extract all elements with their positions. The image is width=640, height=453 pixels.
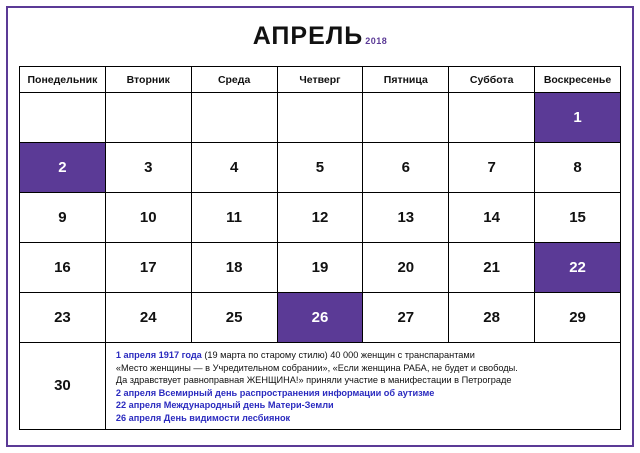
day-cell[interactable]: 4	[191, 143, 277, 193]
note-accent: 22 апреля	[115, 400, 162, 411]
day-cell[interactable]: 13	[363, 193, 449, 243]
weekday-header-wednesday: Среда	[191, 67, 277, 93]
day-cell-highlighted[interactable]: 1	[535, 93, 621, 143]
day-cell[interactable]: 16	[20, 243, 106, 293]
weekday-header-monday: Понедельник	[20, 67, 106, 93]
day-cell-highlighted[interactable]: 22	[535, 243, 621, 293]
day-cell[interactable]: 28	[449, 293, 535, 343]
calendar-week-row	[20, 193, 621, 243]
day-cell[interactable]	[363, 93, 449, 143]
month-title: АПРЕЛЬ	[252, 22, 364, 50]
day-cell[interactable]: 3	[105, 143, 191, 193]
day-cell[interactable]: 25	[191, 293, 277, 343]
note-line	[116, 374, 612, 387]
day-cell[interactable]	[191, 93, 277, 143]
calendar-week-row	[20, 93, 621, 143]
calendar-week-row	[20, 243, 621, 293]
note-text: Да здравствует равноправная ЖЕНЩИНА!» приняли участие в манифестации в Петрограде	[115, 375, 512, 386]
day-cell[interactable]: 5	[277, 143, 363, 193]
weekday-header-saturday: Суббота	[449, 67, 535, 93]
day-cell[interactable]: 30	[20, 343, 106, 430]
calendar-table	[19, 66, 621, 430]
note-text: День видимости лесбиянок	[161, 412, 291, 423]
calendar-week-row	[20, 293, 621, 343]
day-cell[interactable]: 24	[105, 293, 191, 343]
note-text: Международный день Матери-Земли	[161, 400, 334, 411]
note-line	[116, 399, 612, 412]
day-cell[interactable]: 6	[363, 143, 449, 193]
day-cell-highlighted[interactable]: 26	[277, 293, 363, 343]
day-cell[interactable]: 15	[535, 193, 621, 243]
note-text: «Место женщины — в Учредительном собрании», «Если женщина РАБА, не будет и свободы.	[115, 362, 518, 373]
day-cell[interactable]: 10	[105, 193, 191, 243]
weekday-header-row	[20, 67, 621, 93]
day-cell[interactable]: 11	[191, 193, 277, 243]
note-accent: 2 апреля	[115, 387, 157, 398]
note-text: Всемирный день распространения информации об аутизме	[156, 387, 435, 398]
day-cell[interactable]	[105, 93, 191, 143]
day-cell[interactable]: 7	[449, 143, 535, 193]
day-cell[interactable]: 27	[363, 293, 449, 343]
day-cell[interactable]: 23	[20, 293, 106, 343]
day-cell[interactable]: 29	[535, 293, 621, 343]
note-accent: 1 апреля 1917 года	[115, 350, 202, 360]
day-cell-highlighted[interactable]: 2	[20, 143, 106, 193]
note-line	[116, 412, 612, 425]
day-cell[interactable]: 17	[105, 243, 191, 293]
note-text: (19 марта по старому стилю) 40 000 женщин с транспарантами	[201, 350, 475, 360]
day-cell[interactable]: 8	[535, 143, 621, 193]
weekday-header-thursday: Четверг	[277, 67, 363, 93]
day-cell[interactable]: 18	[191, 243, 277, 293]
note-line	[116, 349, 612, 362]
weekday-header-tuesday: Вторник	[105, 67, 191, 93]
day-cell[interactable]	[20, 93, 106, 143]
note-line	[116, 362, 612, 375]
note-line	[116, 387, 612, 400]
weekday-header-sunday: Воскресенье	[535, 67, 621, 93]
day-cell[interactable]: 20	[363, 243, 449, 293]
day-cell[interactable]: 21	[449, 243, 535, 293]
calendar-week-row	[20, 143, 621, 193]
notes-cell	[105, 343, 620, 430]
day-cell[interactable]: 19	[277, 243, 363, 293]
weekday-header-friday: Пятница	[363, 67, 449, 93]
day-cell[interactable]: 14	[449, 193, 535, 243]
day-cell[interactable]	[449, 93, 535, 143]
day-cell[interactable]: 9	[20, 193, 106, 243]
year-label: 2018	[365, 35, 388, 46]
day-cell[interactable]	[277, 93, 363, 143]
page-title	[0, 22, 640, 56]
calendar-week-row-last	[20, 343, 621, 430]
note-accent: 26 апреля	[115, 412, 162, 423]
day-cell[interactable]: 12	[277, 193, 363, 243]
